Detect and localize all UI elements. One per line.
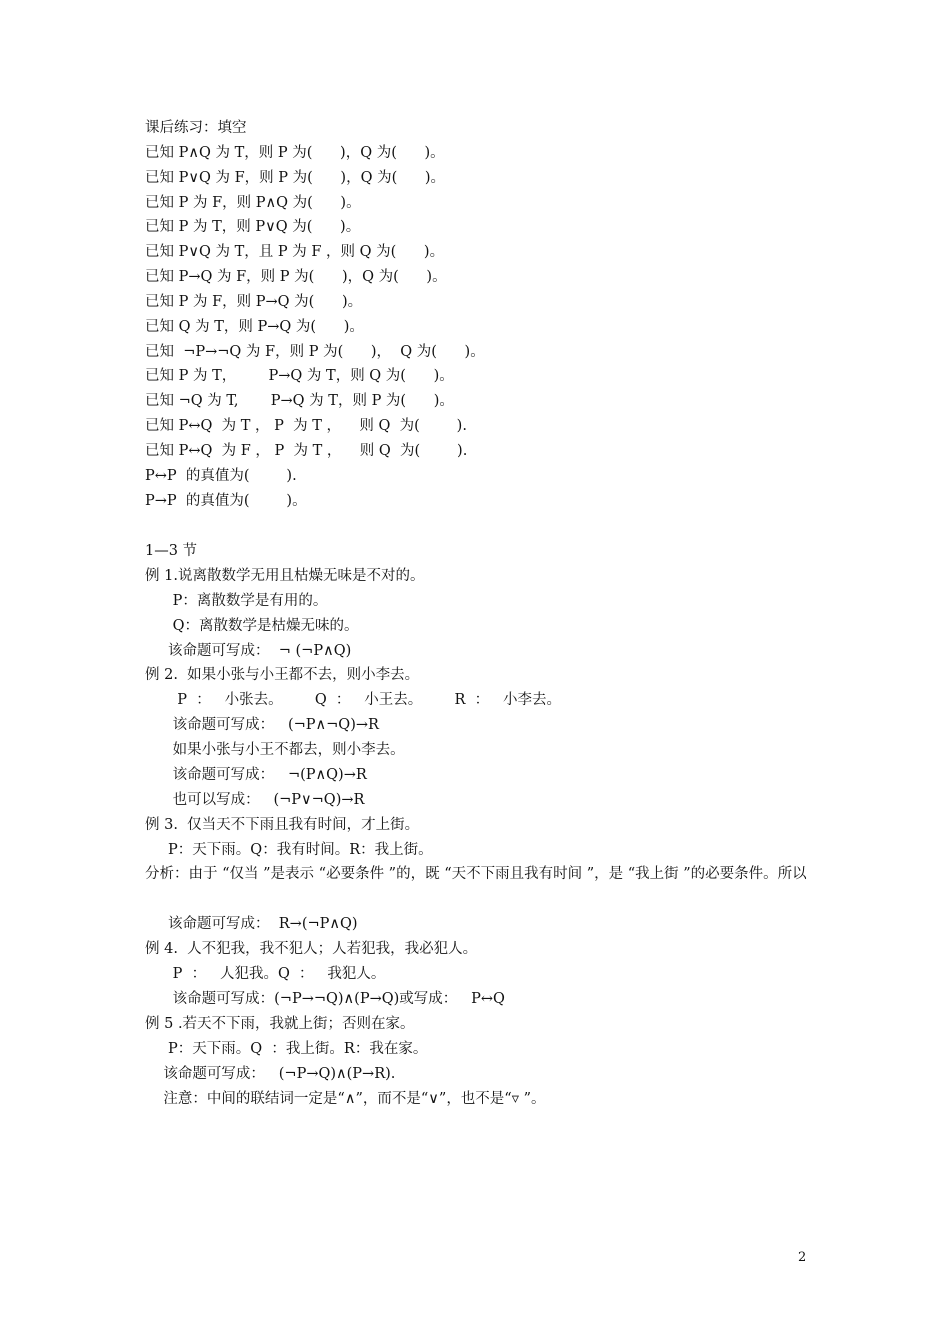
example-5-title: 例 5 .若天不下雨，我就上街；否则在家。: [145, 1016, 415, 1032]
exercise-item: 已知 P→Q 为 F，则 P 为( )，Q 为( )。: [145, 269, 447, 285]
exercise-item: 已知 P↔Q 为 T ， P 为 T ， 则 Q 为( ).: [145, 418, 467, 434]
example-2-variant-formula: 该命题可写成： ¬(P∧Q)→R: [145, 767, 367, 783]
example-5-note: 注意：中间的联结词一定是“∧”，而不是“∨”，也不是“▿ ”。: [145, 1091, 546, 1107]
exercise-item: 已知 P∨Q 为 F，则 P 为( )，Q 为( )。: [145, 170, 446, 186]
exercise-title: 课后练习：填空: [145, 120, 247, 136]
example-5-propositions: P：天下雨。Q ：我上街。R：我在家。: [145, 1041, 428, 1057]
example-4-propositions: P ： 人犯我。Q ： 我犯人。: [145, 966, 386, 982]
example-2-alt-formula: 也可以写成： (¬P∨¬Q)→R: [145, 792, 365, 808]
example-2-propositions: P ： 小张去。 Q ： 小王去。 R ： 小李去。: [145, 692, 561, 708]
exercise-item: 已知 Q 为 T，则 P→Q 为( )。: [145, 319, 364, 335]
exercise-item: P→P 的真值为( )。: [145, 493, 307, 509]
exercise-item: 已知 P∨Q 为 T，且 P 为 F ，则 Q 为( )。: [145, 244, 445, 260]
example-2-formula: 该命题可写成： (¬P∧¬Q)→R: [145, 717, 379, 733]
exercise-item: 已知 P∧Q 为 T，则 P 为( )，Q 为( )。: [145, 145, 445, 161]
example-2-title: 例 2. 如果小张与小王都不去，则小李去。: [145, 667, 420, 683]
example-3-title: 例 3. 仅当天不下雨且我有时间，才上街。: [145, 817, 420, 833]
example-1-title: 例 1.说离散数学无用且枯燥无味是不对的。: [145, 568, 425, 584]
example-3-formula: 该命题可写成： R→(¬P∧Q): [145, 916, 358, 932]
exercise-item: 已知 P 为 T，则 P∨Q 为( )。: [145, 219, 361, 235]
section-heading: 1—3 节: [145, 543, 198, 559]
exercise-item: 已知 P 为 F，则 P→Q 为( )。: [145, 294, 363, 310]
example-3-propositions: P：天下雨。Q：我有时间。R：我上街。: [145, 842, 433, 858]
example-4-title: 例 4. 人不犯我，我不犯人；人若犯我，我必犯人。: [145, 941, 478, 957]
example-5-formula: 该命题可写成： (¬P→Q)∧(P→R).: [145, 1066, 396, 1082]
example-1-formula: 该命题可写成： ¬ (¬P∧Q): [145, 643, 352, 659]
example-1-q: Q：离散数学是枯燥无味的。: [145, 618, 359, 634]
exercise-item: 已知 P↔Q 为 F ， P 为 T ， 则 Q 为( ).: [145, 443, 468, 459]
example-1-p: P：离散数学是有用的。: [145, 593, 328, 609]
example-2-variant: 如果小张与小王不都去，则小李去。: [145, 742, 405, 758]
exercise-item: 已知 ¬P→¬Q 为 F，则 P 为( )， Q 为( )。: [145, 344, 485, 360]
exercise-item: 已知 P 为 T， P→Q 为 T，则 Q 为( )。: [145, 368, 454, 384]
example-3-analysis: 分析：由于 “仅当 ”是表示 “必要条件 ”的，既 “天不下雨且我有时间 ”，是 “我上街 ”的必要条件。所以: [145, 866, 807, 882]
exercise-item: 已知 P 为 F，则 P∧Q 为( )。: [145, 195, 361, 211]
exercise-item: P↔P 的真值为( ).: [145, 468, 297, 484]
exercise-item: 已知 ¬Q 为 T, P→Q 为 T，则 P 为( )。: [145, 393, 454, 409]
page-number: 2: [798, 1250, 807, 1265]
example-4-formula: 该命题可写成：(¬P→¬Q)∧(P→Q)或写成： P↔Q: [145, 991, 505, 1007]
